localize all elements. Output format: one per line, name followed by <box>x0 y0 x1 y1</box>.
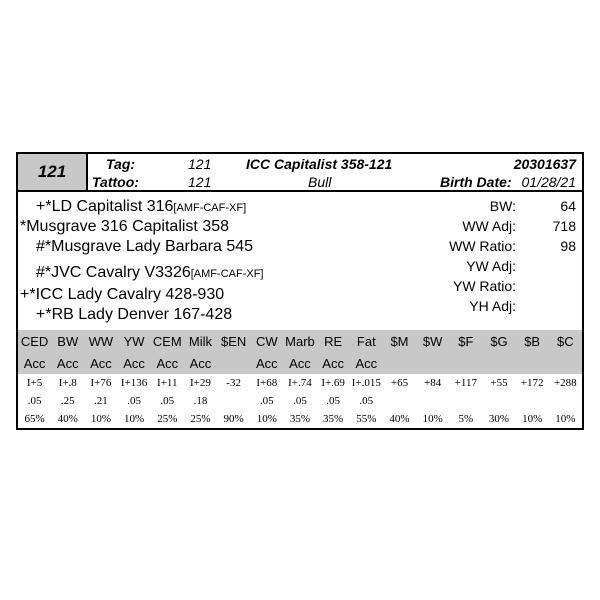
epd-header-1: BW <box>57 333 79 349</box>
bw-label: BW: <box>489 198 516 214</box>
epd-header-10: Fat <box>356 333 376 349</box>
epd-acc-label-0: Acc <box>23 355 46 371</box>
yh-adj-label: YH Adj: <box>469 298 516 314</box>
dam-dam: +*RB Lady Denver 167-428 <box>36 306 233 323</box>
epd-header-14: $G <box>490 333 508 349</box>
epd-header-3: YW <box>123 333 145 349</box>
epd-percentile-8: 35% <box>289 413 311 425</box>
ww-adj-label: WW Adj: <box>462 218 516 234</box>
epd-header-9: RE <box>324 333 343 349</box>
epd-percentile-3: 10% <box>124 413 145 425</box>
animal-sex: Bull <box>308 174 332 190</box>
epd-value-2: I+76 <box>90 377 112 389</box>
epd-header-15: $B <box>524 333 541 349</box>
epd-header-8: Marb <box>285 333 315 349</box>
epd-header-4: CEM <box>152 333 182 349</box>
epd-value-9: I+.69 <box>321 377 345 389</box>
animal-name: ICC Capitalist 358-121 <box>246 156 393 172</box>
epd-values-block <box>18 374 582 428</box>
epd-value-16: +288 <box>553 377 577 389</box>
epd-percentile-9: 35% <box>323 413 344 425</box>
epd-header-0: CED <box>20 333 49 349</box>
ww-adj-value: 718 <box>552 218 576 234</box>
epd-percentile-7: 10% <box>256 413 277 425</box>
birth-date-label: Birth Date: <box>440 174 512 190</box>
epd-percentile-16: 10% <box>555 413 576 425</box>
animal-card <box>16 152 584 430</box>
epd-header-11: $M <box>390 333 409 349</box>
epd-percentile-4: 25% <box>157 413 178 425</box>
epd-header-row <box>18 330 582 352</box>
header-bar <box>16 152 584 192</box>
dam-sire: #*JVC Cavalry V3326[AMF-CAF-XF] <box>36 264 264 281</box>
epd-accuracy-4: .05 <box>160 395 175 407</box>
registration-number: 20301637 <box>513 156 576 172</box>
dam: +*ICC Lady Cavalry 428-930 <box>20 286 225 303</box>
epd-header-6: $EN <box>220 333 247 349</box>
epd-value-13: +117 <box>454 377 477 389</box>
epd-percentile-14: 30% <box>488 413 510 425</box>
epd-acc-label-7: Acc <box>255 355 278 371</box>
epd-value-0: I+5 <box>26 377 43 389</box>
yw-adj-label: YW Adj: <box>466 258 516 274</box>
epd-values-row <box>18 374 582 392</box>
epd-value-14: +55 <box>490 377 508 389</box>
epd-percentile-13: 5% <box>458 413 474 425</box>
epd-value-5: I+29 <box>190 377 211 389</box>
epd-value-3: I+136 <box>120 377 148 389</box>
epd-percentile-5: 25% <box>190 413 211 425</box>
epd-value-12: +84 <box>424 377 442 389</box>
birth-date-value: 01/28/21 <box>521 174 576 190</box>
epd-percentile-0: 65% <box>24 413 45 425</box>
epd-percentile-12: 10% <box>422 413 443 425</box>
ww-ratio-value: 98 <box>560 238 576 254</box>
epd-table <box>16 330 584 430</box>
epd-header-16: $C <box>557 333 574 349</box>
epd-accuracy-5: .18 <box>193 395 208 407</box>
epd-header-7: CW <box>255 333 278 349</box>
epd-value-1: I+.8 <box>58 377 77 389</box>
epd-acc-row <box>18 352 582 374</box>
epd-value-10: I+.015 <box>351 377 381 389</box>
epd-accuracy-2: .21 <box>94 395 108 407</box>
epd-accuracy-9: .05 <box>326 395 340 407</box>
epd-percentile-10: 55% <box>356 413 377 425</box>
epd-acc-label-2: Acc <box>90 355 112 371</box>
tag-label: Tag: <box>106 156 136 172</box>
epd-value-15: +172 <box>520 377 544 389</box>
ww-ratio-label: WW Ratio: <box>449 238 516 254</box>
pedigree-section <box>16 192 584 330</box>
epd-acc-label-3: Acc <box>123 355 145 371</box>
tattoo-value: 121 <box>188 174 212 190</box>
epd-header-block <box>18 330 582 374</box>
epd-percentile-row <box>18 410 582 428</box>
yw-ratio-label: YW Ratio: <box>452 278 516 294</box>
epd-acc-label-5: Acc <box>189 355 212 371</box>
epd-acc-label-4: Acc <box>156 355 179 371</box>
epd-percentile-6: 90% <box>223 413 244 425</box>
epd-value-4: I+11 <box>157 377 178 389</box>
epd-accuracy-0: .05 <box>27 395 42 407</box>
epd-accuracy-3: .05 <box>127 395 141 407</box>
sire-dam: #*Musgrave Lady Barbara 545 <box>36 238 254 255</box>
epd-acc-label-8: Acc <box>289 355 311 371</box>
epd-value-11: +65 <box>390 377 409 389</box>
tattoo-label: Tattoo: <box>92 174 139 190</box>
epd-percentile-15: 10% <box>522 413 543 425</box>
epd-header-5: Milk <box>188 333 212 349</box>
epd-accuracy-7: .05 <box>259 395 274 407</box>
epd-accuracy-10: .05 <box>359 395 374 407</box>
epd-accuracy-1: .25 <box>60 395 75 407</box>
epd-header-13: $F <box>458 333 474 349</box>
tag-value: 121 <box>188 156 212 172</box>
epd-percentile-2: 10% <box>90 413 112 425</box>
epd-value-8: I+.74 <box>288 377 312 389</box>
bw-value: 64 <box>560 198 576 214</box>
sire: *Musgrave 316 Capitalist 358 <box>20 218 230 235</box>
epd-acc-label-1: Acc <box>56 355 79 371</box>
epd-header-2: WW <box>88 333 114 349</box>
epd-value-6: -32 <box>226 377 241 389</box>
sire-sire: +*LD Capitalist 316[AMF-CAF-XF] <box>36 198 247 215</box>
epd-acc-label-9: Acc <box>322 355 344 371</box>
epd-value-7: I+68 <box>256 377 278 389</box>
epd-percentile-11: 40% <box>389 413 410 425</box>
epd-percentile-1: 40% <box>57 413 78 425</box>
epd-accuracy-row <box>18 392 582 410</box>
epd-accuracy-8: .05 <box>293 395 307 407</box>
lot-number: 121 <box>18 154 88 190</box>
epd-header-12: $W <box>422 333 443 349</box>
epd-acc-label-10: Acc <box>355 355 378 371</box>
